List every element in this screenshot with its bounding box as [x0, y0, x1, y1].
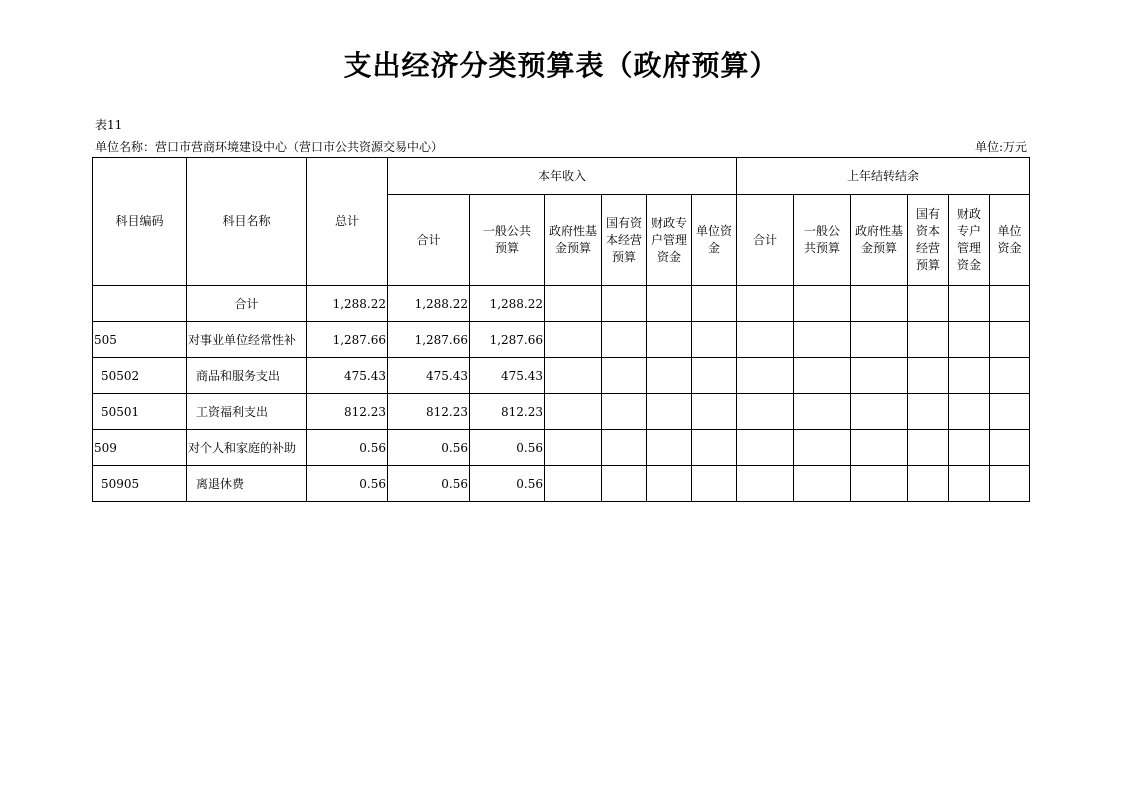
row-name: 离退休费 [187, 466, 307, 502]
header-cy-state-capital: 国有资本经营预算 [602, 195, 647, 286]
row-code: 50502 [93, 358, 187, 394]
currency-unit: 单位:万元 [974, 140, 1027, 154]
row-total: 0.56 [307, 430, 388, 466]
empty-cell [794, 358, 851, 394]
empty-cell [647, 466, 692, 502]
empty-cell [692, 430, 737, 466]
row-cy-general: 0.56 [470, 430, 545, 466]
empty-cell [545, 466, 602, 502]
header-cy-general: 一般公共预算 [470, 195, 545, 286]
table-row [93, 358, 1030, 394]
empty-cell [737, 430, 794, 466]
empty-cell [794, 286, 851, 322]
table-row [93, 286, 1030, 322]
empty-cell [949, 286, 990, 322]
empty-cell [545, 358, 602, 394]
row-cy-general: 0.56 [470, 466, 545, 502]
empty-cell [602, 286, 647, 322]
header-cy-gov-fund: 政府性基金预算 [545, 195, 602, 286]
empty-cell [794, 466, 851, 502]
empty-cell [949, 322, 990, 358]
empty-cell [851, 322, 908, 358]
header-co-sum: 合计 [737, 195, 794, 286]
empty-cell [908, 322, 949, 358]
empty-cell [545, 322, 602, 358]
header-co-general: 一般公共预算 [794, 195, 851, 286]
row-total: 1,288.22 [307, 286, 388, 322]
empty-cell [990, 286, 1030, 322]
empty-cell [908, 358, 949, 394]
empty-cell [851, 286, 908, 322]
row-cy-general: 1,288.22 [470, 286, 545, 322]
header-co-gov-fund: 政府性基金预算 [851, 195, 908, 286]
empty-cell [990, 394, 1030, 430]
row-cy-sum: 0.56 [388, 430, 470, 466]
row-cy-sum: 1,288.22 [388, 286, 470, 322]
empty-cell [794, 430, 851, 466]
empty-cell [990, 322, 1030, 358]
page-title: 支出经济分类预算表（政府预算） [343, 49, 779, 82]
row-name: 工资福利支出 [187, 394, 307, 430]
empty-cell [990, 358, 1030, 394]
empty-cell [851, 466, 908, 502]
row-name: 合计 [187, 286, 307, 322]
row-cy-sum: 0.56 [388, 466, 470, 502]
row-cy-general: 812.23 [470, 394, 545, 430]
row-cy-sum: 475.43 [388, 358, 470, 394]
row-name: 商品和服务支出 [187, 358, 307, 394]
row-code: 505 [93, 322, 187, 358]
empty-cell [908, 430, 949, 466]
table-number: 表11 [95, 118, 123, 132]
empty-cell [647, 430, 692, 466]
table-row [93, 394, 1030, 430]
row-cy-sum: 812.23 [388, 394, 470, 430]
empty-cell [737, 322, 794, 358]
empty-cell [647, 358, 692, 394]
row-code: 50905 [93, 466, 187, 502]
empty-cell [692, 358, 737, 394]
table-row [93, 466, 1030, 502]
empty-cell [908, 466, 949, 502]
header-cy-unit-fund: 单位资金 [692, 195, 737, 286]
empty-cell [990, 430, 1030, 466]
header-name: 科目名称 [187, 158, 307, 286]
row-cy-general: 1,287.66 [470, 322, 545, 358]
row-cy-general: 475.43 [470, 358, 545, 394]
row-total: 812.23 [307, 394, 388, 430]
row-name: 对事业单位经常性补 [187, 322, 307, 358]
empty-cell [545, 286, 602, 322]
row-code: 509 [93, 430, 187, 466]
row-total: 1,287.66 [307, 322, 388, 358]
empty-cell [602, 358, 647, 394]
empty-cell [602, 466, 647, 502]
empty-cell [692, 322, 737, 358]
empty-cell [949, 358, 990, 394]
empty-cell [851, 394, 908, 430]
header-carryover: 上年结转结余 [737, 158, 1030, 195]
empty-cell [737, 358, 794, 394]
row-cy-sum: 1,287.66 [388, 322, 470, 358]
empty-cell [949, 430, 990, 466]
empty-cell [737, 466, 794, 502]
empty-cell [692, 466, 737, 502]
empty-cell [908, 394, 949, 430]
row-code: 50501 [93, 394, 187, 430]
empty-cell [545, 430, 602, 466]
empty-cell [602, 430, 647, 466]
empty-cell [545, 394, 602, 430]
empty-cell [990, 466, 1030, 502]
header-current-year: 本年收入 [388, 158, 737, 195]
empty-cell [737, 394, 794, 430]
empty-cell [647, 394, 692, 430]
empty-cell [851, 430, 908, 466]
empty-cell [908, 286, 949, 322]
header-co-fiscal-special: 财政专户管理资金 [949, 195, 990, 286]
header-code: 科目编码 [93, 158, 187, 286]
empty-cell [692, 286, 737, 322]
empty-cell [949, 466, 990, 502]
empty-cell [794, 322, 851, 358]
header-total: 总计 [307, 158, 388, 286]
header-cy-fiscal-special: 财政专户管理资金 [647, 195, 692, 286]
empty-cell [737, 286, 794, 322]
empty-cell [794, 394, 851, 430]
budget-table [92, 157, 1030, 502]
empty-cell [851, 358, 908, 394]
row-code [93, 286, 187, 322]
empty-cell [949, 394, 990, 430]
header-co-unit-fund: 单位资金 [990, 195, 1030, 286]
row-total: 0.56 [307, 466, 388, 502]
header-co-state-capital: 国有资本经营预算 [908, 195, 949, 286]
empty-cell [647, 286, 692, 322]
empty-cell [602, 394, 647, 430]
table-row [93, 430, 1030, 466]
header-cy-sum: 合计 [388, 195, 470, 286]
empty-cell [692, 394, 737, 430]
empty-cell [602, 322, 647, 358]
row-name: 对个人和家庭的补助 [187, 430, 307, 466]
unit-name: 单位名称：营口市营商环境建设中心（营口市公共资源交易中心） [95, 140, 444, 154]
empty-cell [647, 322, 692, 358]
table-row [93, 322, 1030, 358]
row-total: 475.43 [307, 358, 388, 394]
